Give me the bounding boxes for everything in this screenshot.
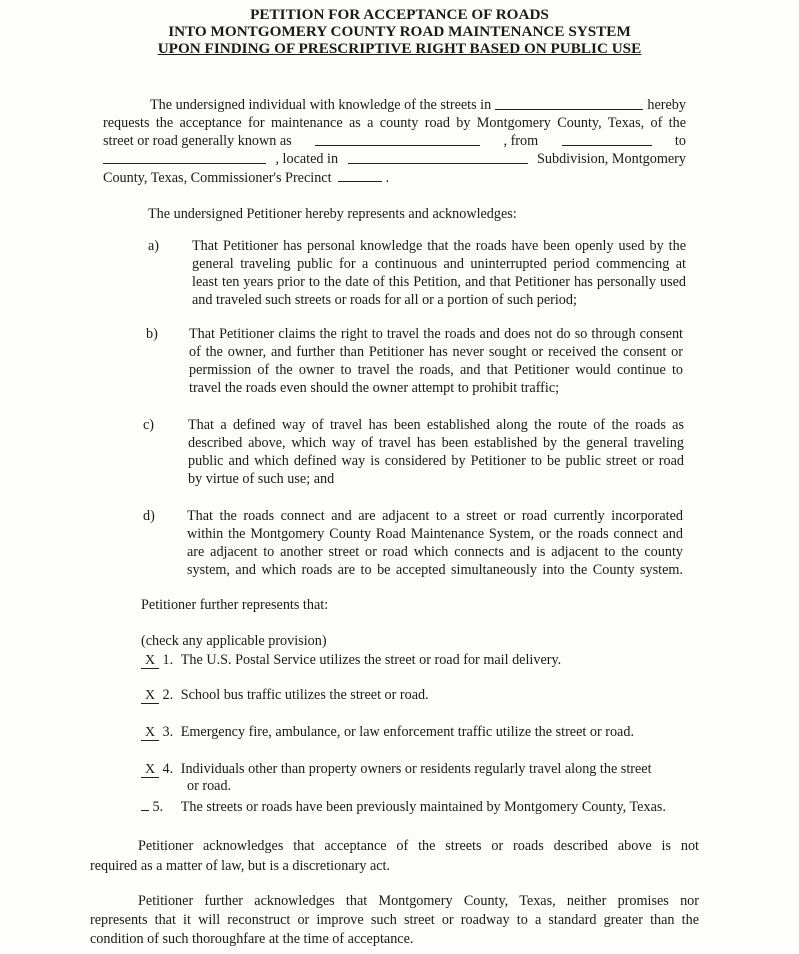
provision-3: [141, 723, 634, 741]
provision-checkbox[interactable]: X: [141, 653, 159, 669]
intro-text: , from: [503, 133, 539, 149]
closing-p2-line: condition of such thoroughfare at the time of acceptance.: [90, 931, 414, 947]
provision-checkbox[interactable]: X: [141, 725, 159, 741]
provision-checkbox[interactable]: X: [141, 762, 159, 778]
intro-line-1: [150, 96, 686, 114]
intro-line-4: [103, 150, 686, 168]
provision-number: 4.: [162, 761, 174, 777]
to-field[interactable]: [103, 150, 266, 164]
intro-line-2: requests the acceptance for maintenance as a county road by Montgomery County, Texas, of the: [103, 115, 686, 131]
clause-b-line: permission of the owner to travel the roads, and that Petitioner would continue to: [189, 362, 683, 378]
clause-d-line: system, and which roads are to be accepted simultaneously into the County system.: [187, 562, 683, 578]
provision-text: School bus traffic utilizes the street or road.: [180, 687, 429, 703]
clause-d-line: That the roads connect and are adjacent to a street or road currently incorporated: [187, 508, 683, 524]
clause-d-label: d): [143, 508, 155, 524]
provision-text: The streets or roads have been previously maintained by Montgomery County, Texas.: [180, 799, 666, 815]
precinct-field[interactable]: [338, 168, 382, 182]
intro-text: The undersigned individual with knowledge of the streets in: [150, 97, 492, 113]
from-field[interactable]: [562, 132, 652, 146]
clause-b-line: That Petitioner claims the right to travel the roads and does not do so through consent: [189, 326, 683, 342]
document-title-line-2: INTO MONTGOMERY COUNTY ROAD MAINTENANCE SYSTEM: [168, 23, 631, 40]
document-title-line-1: PETITION FOR ACCEPTANCE OF ROADS: [250, 6, 549, 23]
streets-in-field[interactable]: [495, 96, 643, 110]
provision-4: [141, 760, 652, 778]
intro-text: .: [385, 170, 390, 186]
clause-a-line: general traveling public for a continuous and uninterrupted period commencing at: [192, 256, 686, 272]
intro-text: County, Texas, Commissioner's Precinct: [103, 170, 332, 186]
provision-number: 3.: [162, 724, 174, 740]
intro-text: hereby: [647, 97, 686, 113]
clause-c-label: c): [143, 417, 155, 433]
check-instruction: (check any applicable provision): [141, 633, 327, 649]
provision-number: 1.: [162, 652, 174, 668]
provision-text: Individuals other than property owners or residents regularly travel along the street: [180, 761, 652, 777]
closing-p1-line: required as a matter of law, but is a discretionary act.: [90, 858, 391, 874]
intro-line-5: [103, 168, 389, 187]
provision-4-continued: or road.: [187, 778, 232, 794]
clause-b-line: travel the roads even should the owner attempt to prohibit traffic;: [189, 380, 560, 396]
acknowledge-heading: The undersigned Petitioner hereby represents and acknowledges:: [148, 206, 517, 222]
document-title-line-3: UPON FINDING OF PRESCRIPTIVE RIGHT BASED ON PUBLIC USE: [157, 40, 642, 57]
clause-b-label: b): [146, 326, 158, 342]
clause-a-line: That Petitioner has personal knowledge that the roads have been openly used by the: [192, 238, 686, 254]
provision-1: [141, 651, 561, 669]
clause-a-label: a): [148, 238, 160, 254]
subdivision-field[interactable]: [348, 150, 528, 164]
closing-p2-line: Petitioner further acknowledges that Montgomery County, Texas, neither promises nor: [138, 893, 699, 909]
clause-c-line: That a defined way of travel has been established along the route of the roads as: [188, 417, 684, 433]
clause-a-line: least ten years prior to the date of this Petition, and that Petitioner has personally used: [192, 274, 686, 290]
clause-b-line: of the owner, and further than Petitioner has never sought or received the consent or: [189, 344, 683, 360]
intro-text: Subdivision, Montgomery: [537, 151, 686, 167]
provision-number: 5.: [152, 799, 164, 815]
closing-p1-line: Petitioner acknowledges that acceptance of the streets or roads described above is not: [138, 838, 699, 854]
further-heading: Petitioner further represents that:: [141, 597, 329, 613]
provision-2: [141, 686, 429, 704]
provision-text: The U.S. Postal Service utilizes the street or road for mail delivery.: [180, 652, 562, 668]
clause-c-line: public and which defined way is considered by Petitioner to be public street or road: [188, 453, 684, 469]
clause-d-line: are adjacent to another street or road which connects and is adjacent to the county: [187, 544, 683, 560]
intro-line-3: [103, 132, 686, 150]
provision-text: Emergency fire, ambulance, or law enforcement traffic utilize the street or road.: [180, 724, 634, 740]
clause-c-line: by virtue of such use; and: [188, 471, 335, 487]
clause-a-line: and traveled such streets or roads for all or a portion of such period;: [192, 292, 577, 308]
provision-checkbox[interactable]: [141, 810, 149, 811]
provision-number: 2.: [162, 687, 174, 703]
closing-p2-line: represents that it will reconstruct or improve such street or roadway to a standard greater than the: [90, 912, 699, 928]
intro-text: street or road generally known as: [103, 133, 292, 149]
clause-d-line: within the Montgomery County Road Maintenance System, or the roads connect and: [187, 526, 683, 542]
provision-5: [141, 798, 666, 816]
provision-checkbox[interactable]: X: [141, 688, 159, 704]
intro-text: to: [674, 133, 686, 149]
road-name-field[interactable]: [315, 132, 480, 146]
intro-text: , located in: [275, 151, 339, 167]
clause-c-line: described above, which way of travel has been established by the general traveling: [188, 435, 684, 451]
